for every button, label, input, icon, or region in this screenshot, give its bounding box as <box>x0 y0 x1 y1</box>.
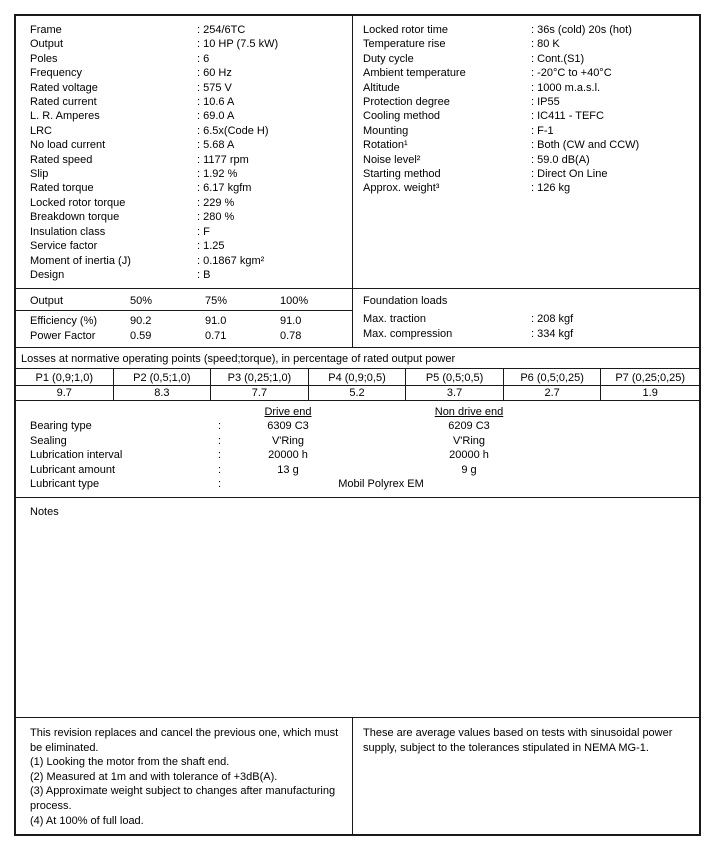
performance-row-label: Efficiency (%) <box>30 315 98 328</box>
spec-value: : Direct On Line <box>531 167 607 181</box>
footer-remark: (4) At 100% of full load. <box>30 814 144 827</box>
spec-value: : 36s (cold) 20s (hot) <box>531 23 632 37</box>
losses-header-cell: P2 (0,5;1,0) <box>114 369 212 386</box>
performance-table <box>16 289 353 347</box>
spec-label: Protection degree <box>363 96 450 109</box>
foundation-row <box>363 327 699 341</box>
spec-value: : 69.0 A <box>197 109 234 123</box>
spec-label: No load current <box>30 139 106 152</box>
bearing-label: Lubricant amount <box>30 463 115 476</box>
bearing-row <box>30 448 699 462</box>
losses-values-row <box>16 386 699 400</box>
losses-header-cell: P7 (0,25;0,25) <box>601 369 699 386</box>
spec-row <box>30 181 352 195</box>
spec-value: : 229 % <box>197 196 234 210</box>
spec-label: Altitude <box>363 81 400 94</box>
losses-title: Losses at normative operating points (speed;torque), in percentage of rated output power <box>16 348 699 369</box>
losses-value-cell: 1.9 <box>642 387 658 399</box>
spec-label: Approx. weight³ <box>363 182 440 195</box>
spec-label: LRC <box>30 124 53 137</box>
spec-value: : 6 <box>197 52 209 66</box>
losses-header-cell: P6 (0,5;0,25) <box>504 369 602 386</box>
performance-row-label: Power Factor <box>30 329 96 342</box>
bearing-row-lubricant-type <box>30 477 699 491</box>
spec-label: Insulation class <box>30 225 106 238</box>
footer-left-remarks <box>16 718 353 834</box>
performance-body <box>16 311 352 343</box>
losses-header-cell: P4 (0,9;0,5) <box>309 369 407 386</box>
spec-row <box>30 95 352 109</box>
spec-label: Rated torque <box>30 182 94 195</box>
bearing-nondrive-value: 20000 h <box>449 449 489 462</box>
losses-value-cell: 3.7 <box>406 386 504 400</box>
losses-value-cell: 5.2 <box>309 386 407 400</box>
losses-header-cell: P3 (0,25;1,0) <box>211 369 309 386</box>
bearings-section <box>16 400 699 497</box>
bearing-nondrive-value: V'Ring <box>452 434 486 447</box>
spec-row <box>30 210 352 224</box>
bearing-row <box>30 434 699 448</box>
spec-row <box>30 153 352 167</box>
colon <box>218 448 232 462</box>
spec-value: : 60 Hz <box>197 66 232 80</box>
spec-row <box>363 23 699 37</box>
footer-remark: This revision replaces and cancel the previous one, which must be eliminated. <box>30 727 339 754</box>
foundation-value: : 334 kgf <box>531 327 573 341</box>
bearing-label: Bearing type <box>30 420 92 433</box>
spec-row <box>363 167 699 181</box>
losses-header-row <box>16 369 699 386</box>
spec-row <box>30 37 352 51</box>
spec-label: Mounting <box>363 124 409 137</box>
spec-value: : 575 V <box>197 81 232 95</box>
spec-value: : Both (CW and CCW) <box>531 138 639 152</box>
spec-label: Design <box>30 268 65 281</box>
spec-label: Frequency <box>30 67 82 80</box>
spec-label: Slip <box>30 168 49 181</box>
spec-row <box>363 66 699 80</box>
performance-value: 0.71 <box>205 329 227 342</box>
performance-header-label: Output <box>30 295 64 307</box>
spec-value: : 126 kg <box>531 181 570 195</box>
spec-row <box>363 109 699 123</box>
spec-value: : 80 K <box>531 37 560 51</box>
spec-label: Rated voltage <box>30 81 98 94</box>
spec-row <box>363 95 699 109</box>
bearing-drive-value: 6309 C3 <box>267 420 309 433</box>
spec-value: : F-1 <box>531 124 554 138</box>
spec-label: Temperature rise <box>363 38 446 51</box>
spec-row <box>30 52 352 66</box>
spec-row <box>363 153 699 167</box>
spec-value: : 1.92 % <box>197 167 237 181</box>
foundation-loads-title: Foundation loads <box>363 295 448 307</box>
spec-row <box>30 167 352 181</box>
spec-row <box>30 124 352 138</box>
spec-value: : IP55 <box>531 95 560 109</box>
spec-label: Rotation¹ <box>363 139 408 152</box>
performance-value: 0.78 <box>280 329 302 342</box>
spec-label: Ambient temperature <box>363 67 466 80</box>
footer-remark: (1) Looking the motor from the shaft end. <box>30 756 230 769</box>
colon <box>218 477 232 491</box>
spec-row <box>30 81 352 95</box>
bearing-label: Lubrication interval <box>30 449 123 462</box>
notes-section <box>16 497 699 717</box>
losses-header-cell: P1 (0,9;1,0) <box>16 369 114 386</box>
spec-value: : 10 HP (7.5 kW) <box>197 37 278 51</box>
foundation-label: Max. compression <box>363 327 453 340</box>
performance-header-50: 50% <box>130 295 153 307</box>
spec-value: : F <box>197 225 210 239</box>
spec-row <box>30 109 352 123</box>
spec-value: : 6.17 kgfm <box>197 181 251 195</box>
spec-label: Poles <box>30 52 58 65</box>
spec-value: : 6.5x(Code H) <box>197 124 269 138</box>
spec-row <box>30 23 352 37</box>
spec-value: : 1177 rpm <box>197 153 249 167</box>
performance-value: 91.0 <box>280 315 302 328</box>
spec-value: : 5.68 A <box>197 138 234 152</box>
spec-row <box>363 81 699 95</box>
specs-left-column <box>16 16 353 288</box>
losses-section <box>16 347 699 400</box>
losses-value-cell: 8.3 <box>114 386 212 400</box>
colon <box>218 434 232 448</box>
spec-label: Rated current <box>30 96 97 109</box>
spec-value: : Cont.(S1) <box>531 52 584 66</box>
losses-value-cell: 7.7 <box>211 386 309 400</box>
spec-value: : 254/6TC <box>197 23 245 37</box>
spec-label: L. R. Amperes <box>30 110 100 123</box>
bearing-label: Sealing <box>30 434 67 447</box>
spec-value: : IC411 - TEFC <box>531 109 604 123</box>
spec-label: Duty cycle <box>363 52 414 65</box>
specs-section <box>16 16 699 288</box>
spec-row <box>363 181 699 195</box>
spec-label: Cooling method <box>363 110 441 123</box>
bearing-label: Lubricant type <box>30 478 100 491</box>
bearings-column-non-drive-end: Non drive end <box>434 406 504 418</box>
spec-row <box>30 268 352 282</box>
bearings-column-drive-end: Drive end <box>264 406 312 418</box>
bearing-drive-value: V'Ring <box>271 434 305 447</box>
performance-header-row <box>16 289 352 311</box>
losses-header-cell: P5 (0,5;0,5) <box>406 369 504 386</box>
footer-section <box>16 717 699 834</box>
spec-label: Locked rotor time <box>363 24 448 36</box>
performance-header-100: 100% <box>280 295 309 307</box>
spec-row <box>363 124 699 138</box>
spec-label: Locked rotor torque <box>30 196 126 209</box>
bearing-row <box>30 419 699 433</box>
footer-tolerance-note: These are average values based on tests with sinusoidal power supply, subject to the tolerances stipulated in NEMA MG-1. <box>363 727 673 754</box>
losses-value-cell: 2.7 <box>504 386 602 400</box>
footer-remark: (2) Measured at 1m and with tolerance of +3dB(A). <box>30 770 278 783</box>
foundation-row <box>363 312 699 326</box>
spec-value: : 10.6 A <box>197 95 234 109</box>
spec-row <box>30 138 352 152</box>
performance-value: 91.0 <box>205 315 227 328</box>
bearing-nondrive-value: 9 g <box>461 463 477 476</box>
spec-value: : -20°C to +40°C <box>531 66 612 80</box>
spec-label: Noise level² <box>363 153 421 166</box>
spec-row <box>30 254 352 268</box>
spec-value: : 0.1867 kgm² <box>197 254 264 268</box>
performance-header-75: 75% <box>205 295 228 307</box>
performance-section <box>16 288 699 347</box>
lubricant-type-value: Mobil Polyrex EM <box>338 478 424 491</box>
colon <box>218 463 232 477</box>
spec-label: Moment of inertia (J) <box>30 254 131 267</box>
spec-value: : 280 % <box>197 210 234 224</box>
spec-label: Service factor <box>30 240 98 253</box>
bearing-row <box>30 463 699 477</box>
performance-value: 0.59 <box>130 329 152 342</box>
spec-value: : B <box>197 268 210 282</box>
spec-label: Frame <box>30 24 62 36</box>
performance-row <box>30 314 352 328</box>
spec-value: : 1000 m.a.s.l. <box>531 81 600 95</box>
bearings-header-row <box>30 405 699 419</box>
specs-right-column <box>353 16 699 288</box>
spec-row <box>30 225 352 239</box>
spec-value: : 1.25 <box>197 239 225 253</box>
spec-row <box>363 52 699 66</box>
datasheet <box>14 14 701 836</box>
foundation-loads <box>353 289 699 347</box>
colon <box>218 419 232 433</box>
losses-value-cell: 9.7 <box>16 386 114 400</box>
performance-row <box>30 329 352 343</box>
footer-right-remark <box>353 718 699 834</box>
spec-row <box>363 138 699 152</box>
bearing-drive-value: 20000 h <box>268 449 308 462</box>
spec-row <box>363 37 699 51</box>
spec-label: Breakdown torque <box>30 211 120 224</box>
performance-value: 90.2 <box>130 315 152 328</box>
notes-title: Notes <box>30 506 59 518</box>
spec-row <box>30 196 352 210</box>
spec-label: Output <box>30 38 64 51</box>
spec-row <box>30 66 352 80</box>
foundation-label: Max. traction <box>363 313 426 326</box>
foundation-value: : 208 kgf <box>531 312 573 326</box>
spec-value: : 59.0 dB(A) <box>531 153 590 167</box>
spec-row <box>30 239 352 253</box>
footer-remark: (3) Approximate weight subject to changes after manufacturing process. <box>30 785 336 812</box>
spec-label: Starting method <box>363 168 441 181</box>
bearing-drive-value: 13 g <box>277 463 299 476</box>
spec-label: Rated speed <box>30 153 93 166</box>
bearings-header-spacer <box>30 405 218 419</box>
bearing-nondrive-value: 6209 C3 <box>448 420 490 433</box>
